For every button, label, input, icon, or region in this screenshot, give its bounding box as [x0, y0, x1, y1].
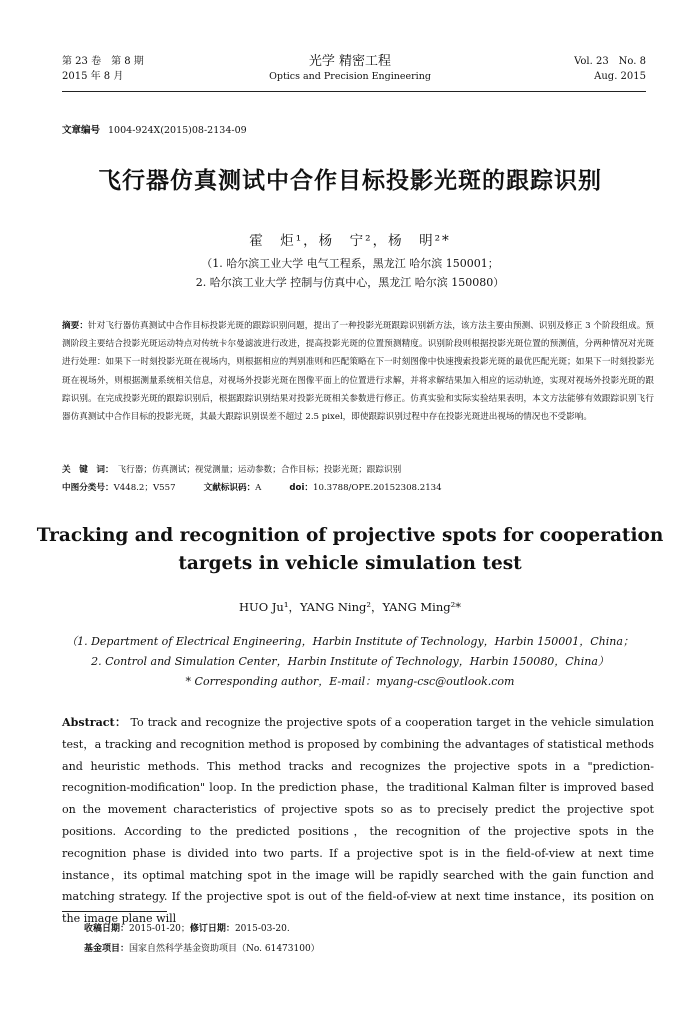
affiliation-en-2: 2. Control and Simulation Center，Harbin Institute of Technology，Harbin 150080，China）	[91, 655, 609, 668]
authors-en: HUO Ju¹，YANG Ning²，YANG Ming²*	[239, 600, 461, 614]
abstract-en-text: To track and recognize the projective spots of a cooperation target in the vehicle simulation test，a tracking and recognition method is proposed by combining the advantages of statistical methods and heuristic methods. This method tracks and recognizes the projective spots in a "prediction-recognition-modification" loop. In the prediction phase，the traditional Kalman filter is improved based on the movement characteristics of projective spots so as to precisely predict the projective spot positions. According to the predicted positions，the recognition of the projective spots in the recognition phase is divided into two parts. If a projective spot is in the field-of-view at next time instance，its optimal matching spot in the image will be rapidly searched with the gain function and matching strategy. If the projective spot is out of the field-of-view at next time instance，its position on the image plane will	[62, 716, 654, 926]
journal-name-cn: 光学 精密工程	[308, 54, 392, 69]
footnote-rule	[62, 911, 167, 912]
keywords-cn-label: 关 键 词：	[62, 465, 114, 475]
header-rule	[62, 91, 646, 92]
abstract-en-label: Abstract：	[62, 716, 127, 729]
abstract-en	[62, 712, 654, 930]
abstract-cn-text: 针对飞行器仿真测试中合作目标投影光斑的跟踪识别问题，提出了一种投影光斑跟踪识别新方法，该方法主要由预测、识别及修正 3 个阶段组成。预测阶段主要结合投影光斑运动特点对传统卡尔曼滤波进行改进，提高投影光斑的位置预测精度。识别阶段则根据投影光斑位置的预测值，分两种情况对光斑进行处理：如果下一时刻投影光斑在视场内，则根据相应的判别准则和匹配策略在下一时刻图像中快速搜索投影光斑的最优匹配光斑；如果下一时刻投影光斑在视场外，则根据测量系统相关信息，对视场外投影光斑在图像平面上的位置进行求解，并将求解结果加入相应的运动轨迹，实现对视场外投影光斑的跟踪识别。在完成投影光斑的跟踪识别后，根据跟踪识别结果对投影光斑相关参数进行修正。仿真实验和实际实验结果表明，本文方法能够有效跟踪识别飞行器仿真测试中合作目标的投影光斑，其最大跟踪识别误差不超过 2.5 pixel，即使跟踪识别过程中存在投影光斑进出视场的情况也不受影响。	[62, 321, 654, 423]
article-number-value: 1004-924X(2015)08-2134-09	[108, 125, 247, 136]
footnote-fund	[84, 941, 320, 954]
classification-line	[62, 481, 654, 493]
keywords-cn-text: 飞行器；仿真测试；视觉测量；运动参数；合作目标；投影光斑；跟踪识别	[117, 465, 402, 475]
affiliation-en-1: （1. Department of Electrical Engineering，Harbin Institute of Technology，Harbin 150001，China；	[66, 635, 634, 648]
authors-cn: 霍 炬¹，杨 宁²，杨 明²*	[249, 233, 451, 249]
received-value: 2015-01-20；	[129, 924, 190, 934]
revised-label: 修订日期：	[189, 924, 235, 934]
article-number	[62, 122, 247, 136]
affiliation-cn-2: 2. 哈尔滨工业大学 控制与仿真中心，黑龙江 哈尔滨 150080）	[195, 276, 505, 289]
fund-value: 国家自然科学基金资助项目（No. 61473100）	[129, 944, 320, 954]
abstract-cn-label: 摘要：	[62, 321, 89, 331]
clc-value: V448.2；V557	[113, 483, 176, 493]
header-right	[574, 54, 646, 84]
article-number-label: 文章编号	[62, 125, 101, 136]
title-en: Tracking and recognition of projective spots for cooperation targets in vehicle simulation test	[36, 525, 664, 574]
footnote-dates	[84, 921, 290, 934]
doc-code-value: A	[255, 483, 262, 493]
fund-label: 基金项目：	[84, 944, 130, 954]
date-cn: 2015 年 8 月	[62, 71, 124, 82]
doc-code-label: 文献标识码：	[203, 483, 256, 493]
volume-issue-en: Vol. 23 No. 8	[574, 56, 646, 67]
revised-value: 2015-03-20.	[234, 924, 290, 934]
volume-issue-cn: 第 23 卷 第 8 期	[62, 56, 144, 67]
clc-label: 中图分类号：	[62, 483, 114, 493]
keywords-cn	[62, 463, 654, 475]
date-en: Aug. 2015	[594, 71, 646, 82]
received-label: 收稿日期：	[84, 924, 130, 934]
title-cn: 飞行器仿真测试中合作目标投影光斑的跟踪识别	[98, 168, 602, 194]
affiliation-cn-1: （1. 哈尔滨工业大学 电气工程系，黑龙江 哈尔滨 150001；	[201, 257, 499, 270]
doi-value: 10.3788/OPE.20152308.2134	[313, 483, 442, 493]
doi-label: doi：	[289, 483, 313, 493]
journal-name-en: Optics and Precision Engineering	[269, 71, 431, 82]
corresponding-author: * Corresponding author，E-mail：myang-csc@outlook.com	[185, 675, 515, 688]
abstract-cn	[62, 317, 654, 426]
